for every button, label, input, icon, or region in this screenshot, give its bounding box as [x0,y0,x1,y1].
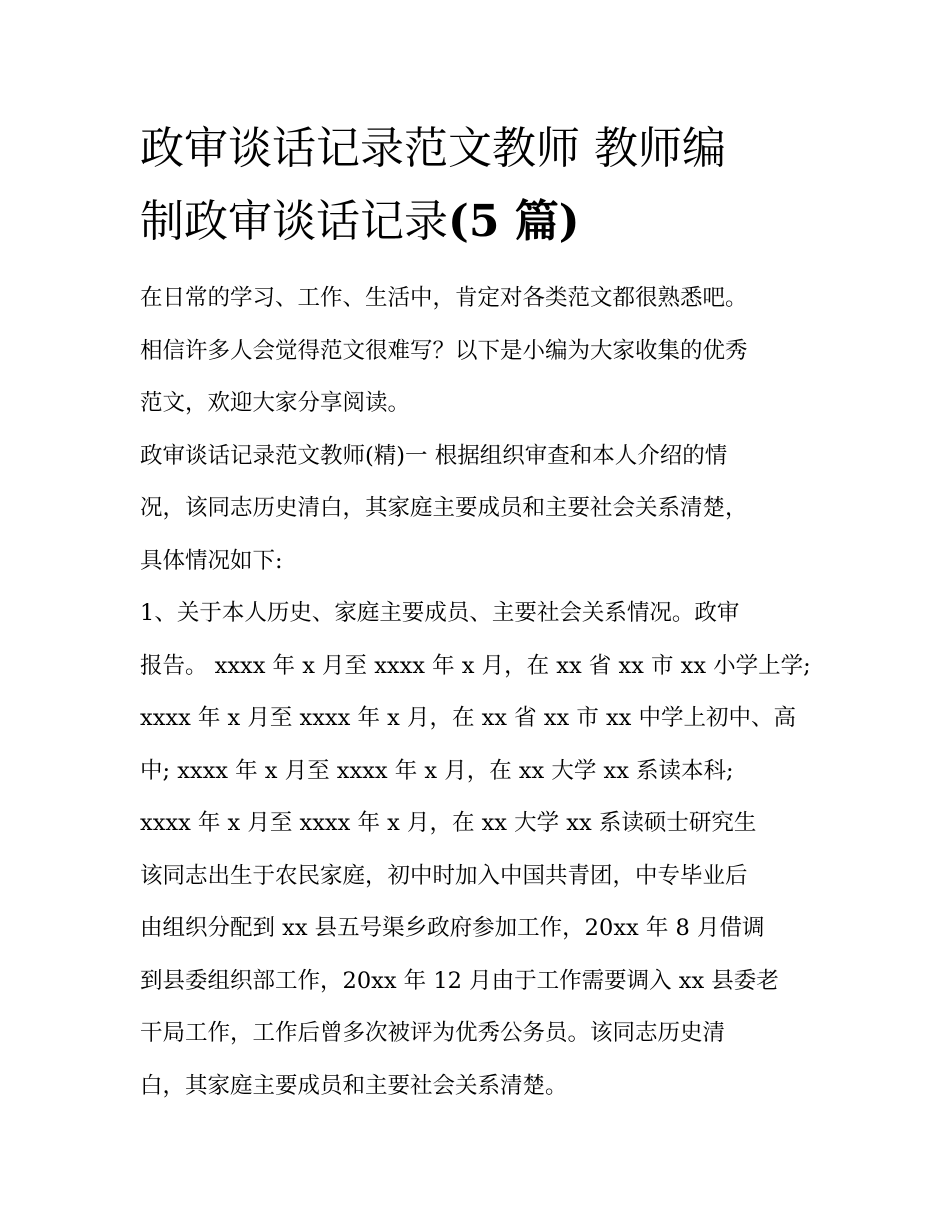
body-line: 政审谈话记录范文教师(精)一 根据组织审查和本人介绍的情 [140,442,728,469]
body-line: 况，该同志历史清白，其家庭主要成员和主要社会关系清楚， [140,495,748,521]
body-line: 干局工作，工作后曾多次被评为优秀公务员。该同志历史清 [140,1020,726,1046]
body-line: 由组织分配到 xx 县五号渠乡政府参加工作，20xx 年 8 月借调 [140,915,765,941]
document-title [140,112,840,258]
document-body [140,272,820,1112]
body-line: 范文，欢迎大家分享阅读。 [140,390,411,416]
body-line: 具体情况如下: [140,547,283,574]
body-line: xxxx 年 x 月至 xxxx 年 x 月，在 xx 大学 xx 系读硕士研究生 [140,810,757,836]
body-line: 在日常的学习、工作、生活中，肯定对各类范文都很熟悉吧。 [140,285,748,311]
body-line: 中; xxxx 年 x 月至 xxxx 年 x 月，在 xx 大学 xx 系读本科; [140,757,734,784]
title-line-2-prefix: 制政审谈话记录 [140,196,448,247]
body-line: 报告。 xxxx 年 x 月至 xxxx 年 x 月，在 xx 省 xx 市 xx 小学上学; [140,652,811,679]
body-line: 该同志出生于农民家庭，初中时加入中国共青团，中专毕业后 [140,862,748,889]
body-line: 白，其家庭主要成员和主要社会关系清楚。 [140,1072,568,1099]
body-line: xxxx 年 x 月至 xxxx 年 x 月，在 xx 省 xx 市 xx 中学上初中、高 [140,705,797,731]
title-line-2-suffix: (5 篇) [448,196,580,247]
body-line: 相信许多人会觉得范文很难写？以下是小编为大家收集的优秀 [140,337,748,364]
body-line: 到县委组织部工作，20xx 年 12 月由于工作需要调入 xx 县委老 [140,967,779,994]
title-line-1: 政审谈话记录范文教师 教师编 [140,123,726,174]
body-line: 1、关于本人历史、家庭主要成员、主要社会关系情况。政审 [140,600,740,626]
